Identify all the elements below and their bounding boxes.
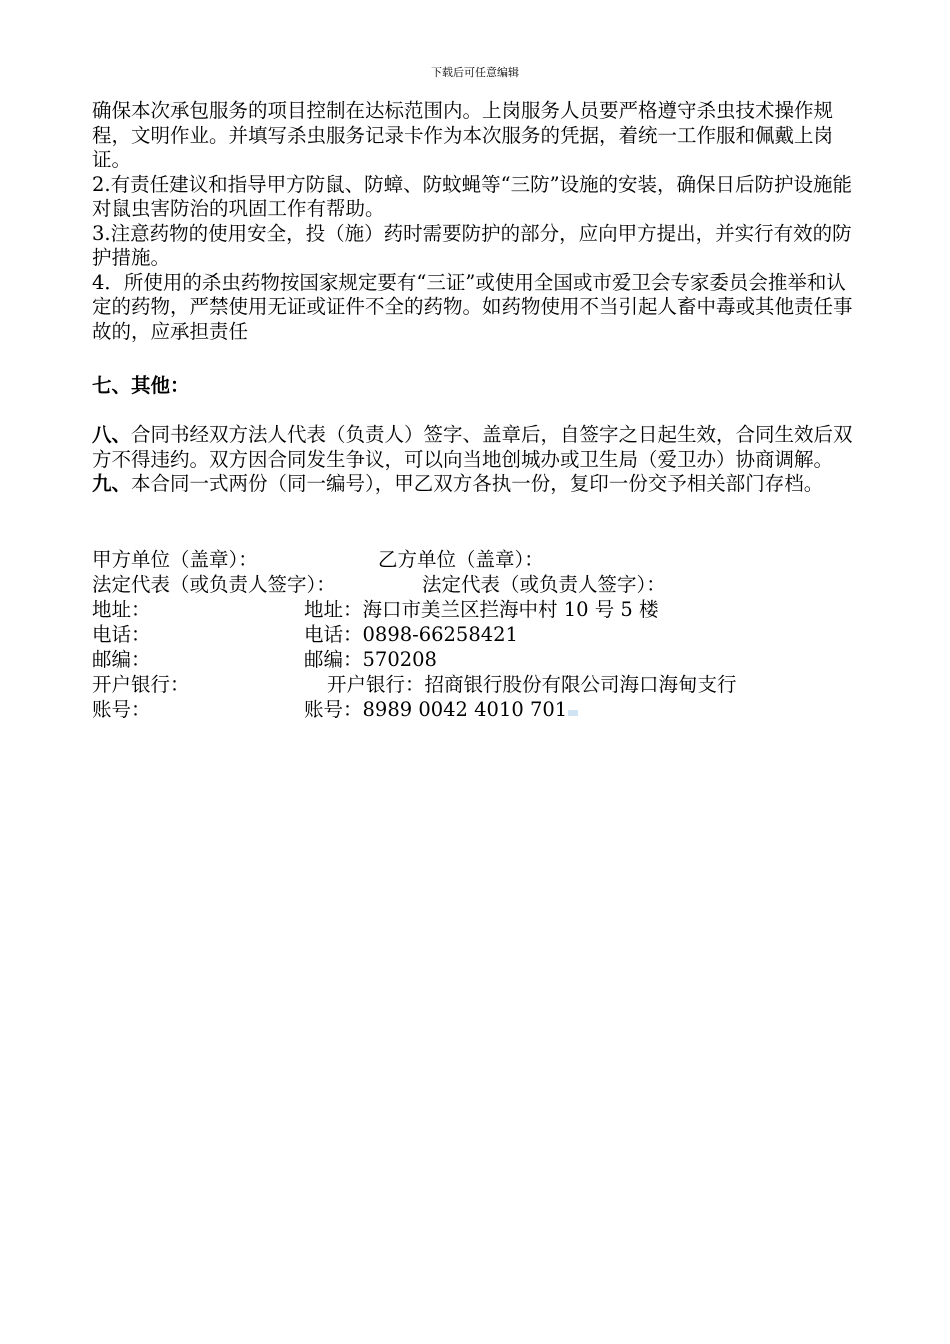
terms-block [92, 99, 860, 344]
party-b-account: 账号：8989 0042 4010 701 [304, 698, 568, 721]
clause-9-text: 本合同一式两份（同一编号），甲乙双方各执一份，复印一份交予相关部门存档。 [131, 472, 824, 495]
unit-row [92, 547, 872, 572]
section-7-heading: 七、其他： [92, 374, 190, 397]
party-b-representative: 法定代表（或负责人签字）： [422, 573, 666, 596]
party-a-unit: 甲方单位（盖章）： [92, 548, 258, 571]
clause-9-label: 九、 [92, 472, 132, 495]
party-b-unit: 乙方单位（盖章）： [378, 548, 544, 571]
party-a-bank: 开户银行： [92, 673, 190, 696]
clause-8-label: 八、 [92, 423, 132, 446]
clause-8 [92, 423, 860, 472]
phone-row [92, 622, 872, 647]
party-b-bank: 开户银行：招商银行股份有限公司海口海甸支行 [327, 673, 737, 696]
clause-8-text: 合同书经双方法人代表（负责人）签字、盖章后，自签字之日起生效，合同生效后双方不得违约。双方因合同发生争议，可以向当地创城办或卫生局（爱卫办）协商调解。 [92, 423, 853, 471]
clause-9 [92, 472, 860, 497]
clauses-block [92, 423, 860, 497]
paragraph-service-standard: 确保本次承包服务的项目控制在达标范围内。上岗服务人员要严格遵守杀虫技术操作规程，文明作业。并填写杀虫服务记录卡作为本次服务的凭据，着统一工作服和佩戴上岗证。 [92, 99, 834, 171]
party-a-postcode: 邮编： [92, 648, 151, 671]
party-a-representative: 法定代表（或负责人签字）： [92, 573, 336, 596]
postcode-row [92, 647, 872, 672]
account-row [92, 697, 872, 722]
bank-row [92, 672, 872, 697]
party-a-phone: 电话： [92, 623, 151, 646]
party-a-address: 地址： [92, 598, 151, 621]
paragraph-drug-safety: 3.注意药物的使用安全，投（施）药时需要防护的部分，应向甲方提出，并实行有效的防护措施。 [92, 221, 852, 269]
paragraph-prevention-facilities: 2.有责任建议和指导甲方防鼠、防蟑、防蚊蝇等“三防”设施的安装，确保日后防护设施能对鼠虫害防治的巩固工作有帮助。 [92, 172, 853, 220]
party-a-account: 账号： [92, 698, 151, 721]
paragraph-approved-drugs: 4．所使用的杀虫药物按国家规定要有“三证”或使用全国或市爱卫会专家委员会推举和认定的药物，严禁使用无证或证件不全的药物。如药物使用不当引起人畜中毒或其他责任事故的，应承担责任 [92, 270, 853, 343]
party-b-postcode: 邮编：570208 [304, 648, 437, 671]
page-header-note: 下载后可任意编辑 [431, 66, 519, 79]
party-b-account-wrap [304, 697, 578, 722]
signature-block [92, 547, 872, 722]
cursor-marker [568, 710, 578, 716]
party-b-address: 地址：海口市美兰区拦海中村 10 号 5 楼 [304, 598, 659, 621]
address-row [92, 597, 872, 622]
representative-row [92, 572, 872, 597]
party-b-phone: 电话：0898-66258421 [304, 623, 518, 646]
